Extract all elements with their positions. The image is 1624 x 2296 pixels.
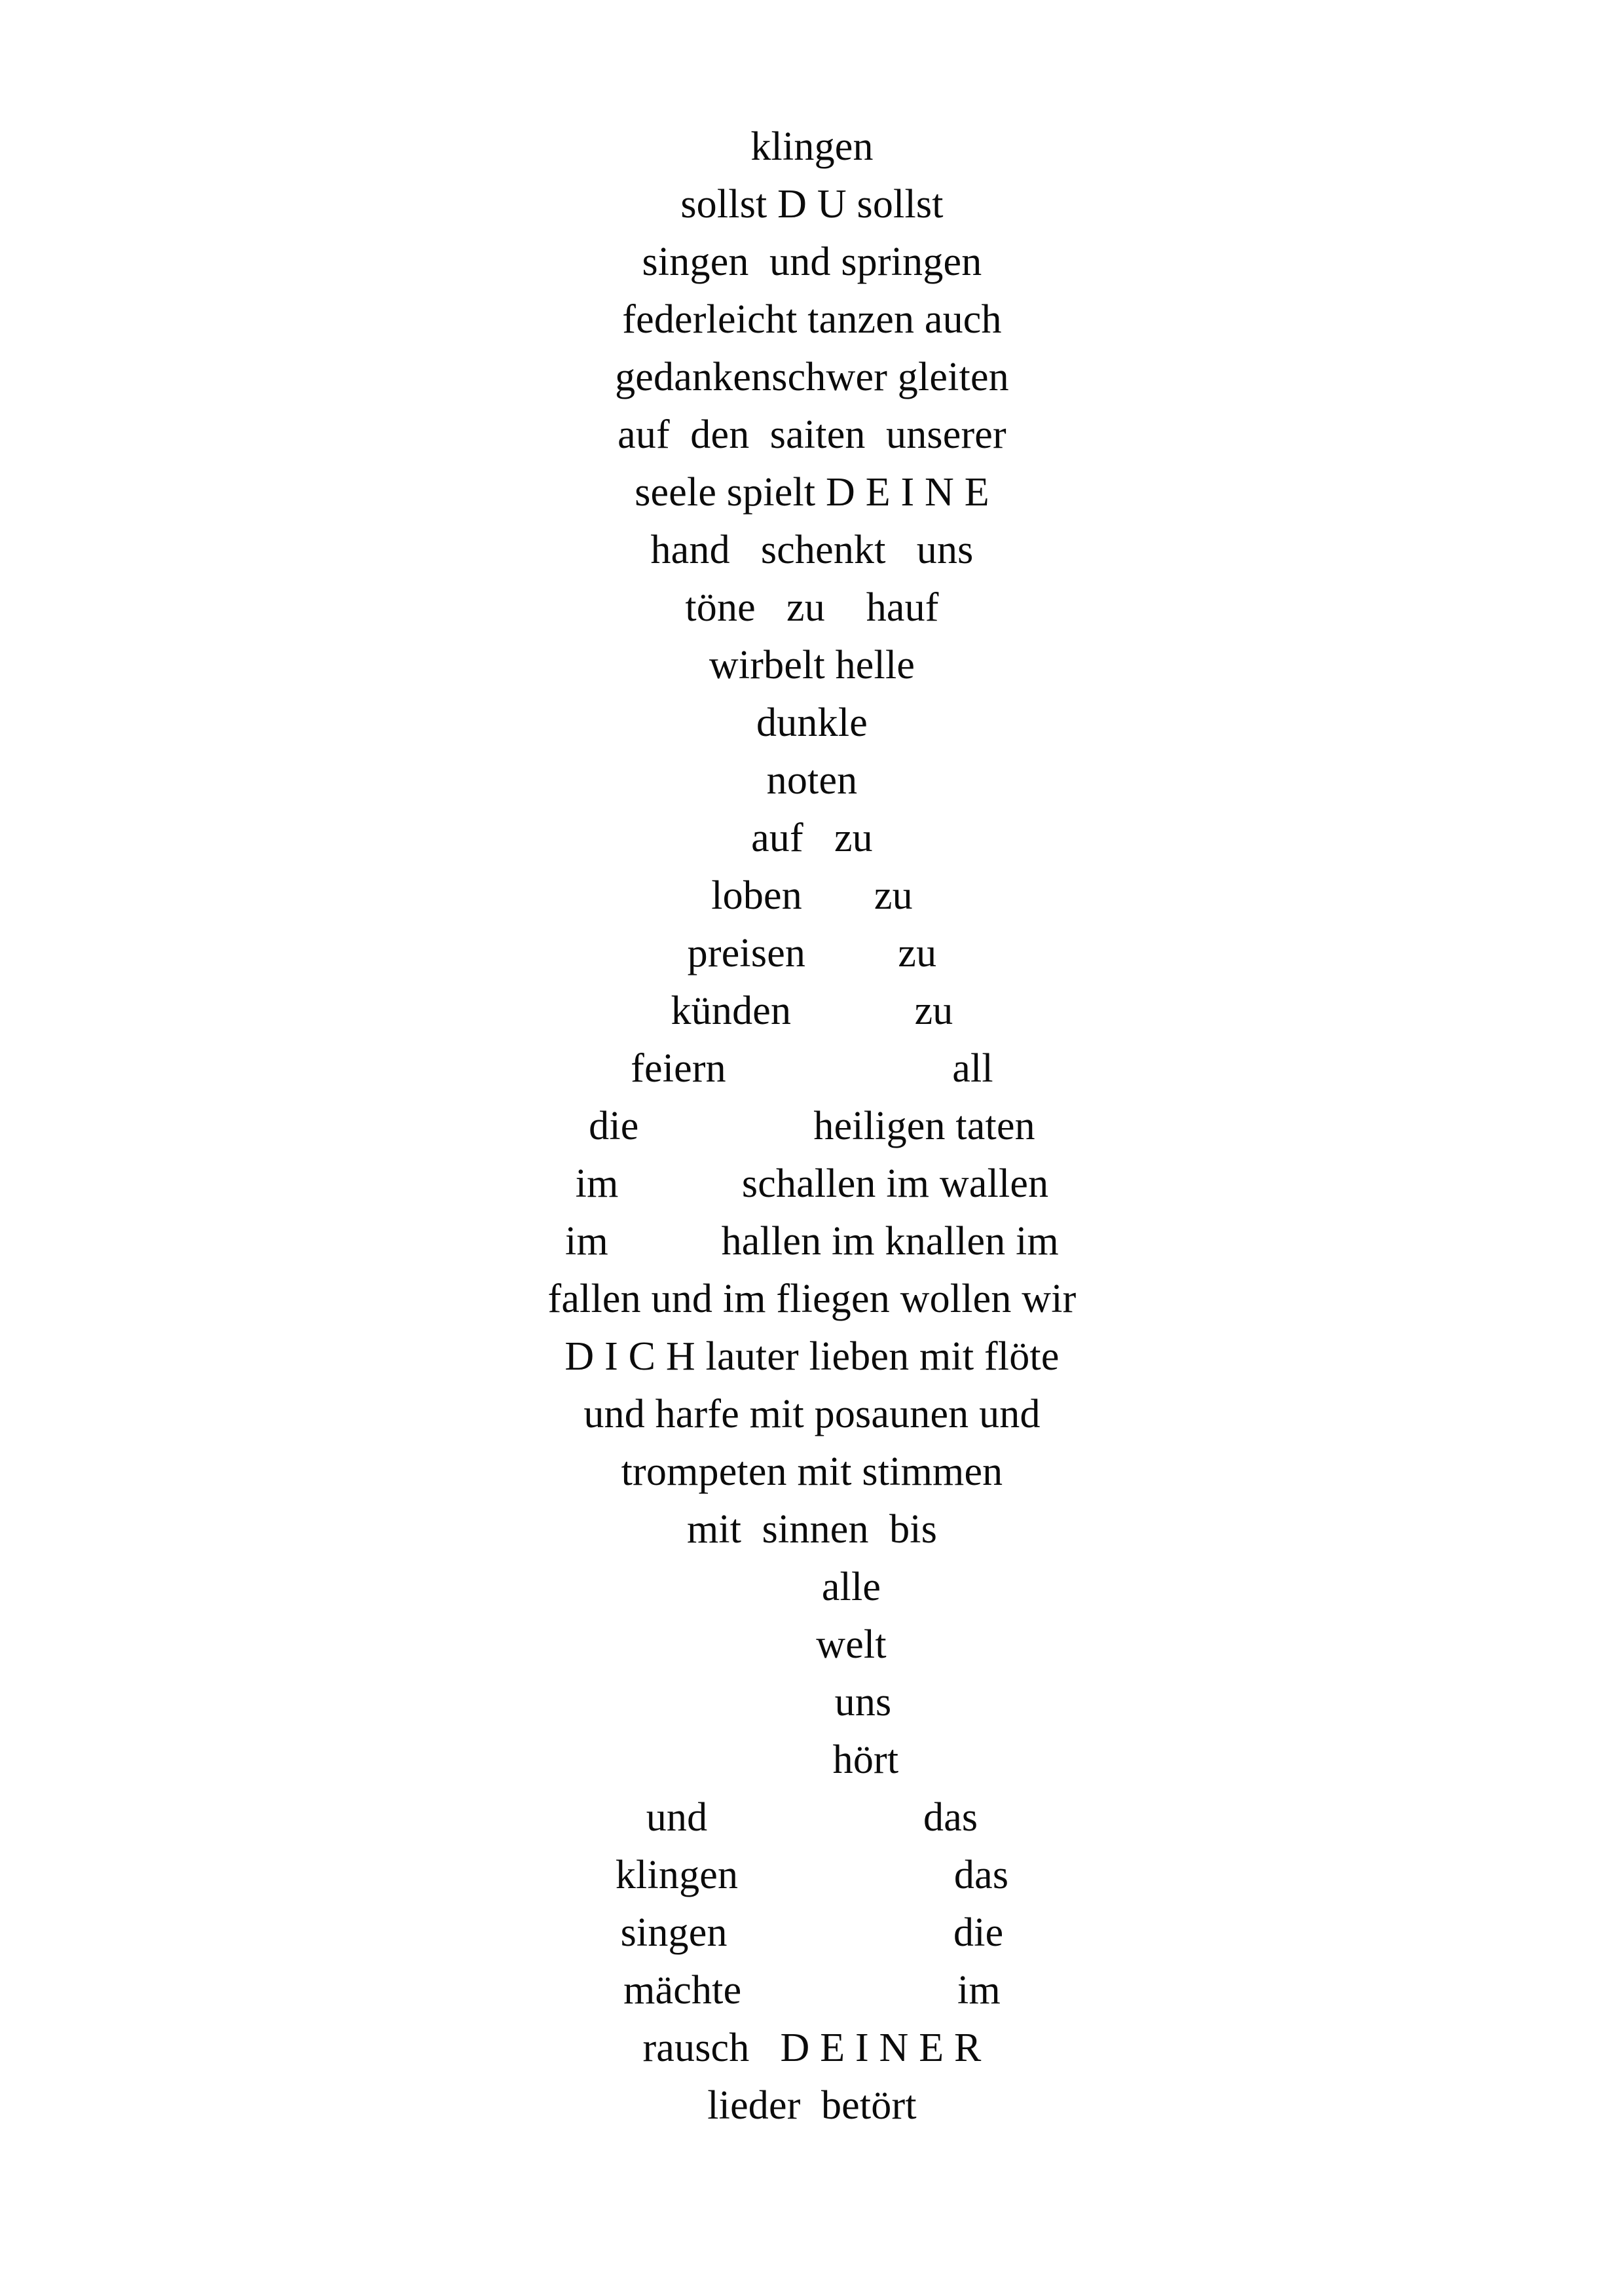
poem-line: alle — [821, 1565, 881, 1609]
poem-line: trompeten mit stimmen — [621, 1449, 1003, 1494]
poem-line: rausch D E I N E R — [642, 2026, 982, 2070]
poem-line: D I C H lauter lieben mit flöte — [564, 1334, 1060, 1379]
poem-line: preisen zu — [687, 931, 937, 975]
poem-line: töne zu hauf — [685, 585, 939, 630]
poem-line: mächte im — [623, 1968, 1001, 2013]
poem-body — [0, 118, 1624, 2134]
poem-line: welt — [816, 1622, 887, 1667]
poem-line: feiern all — [631, 1046, 993, 1091]
poem-line: auf zu — [751, 816, 873, 860]
poem-line: noten — [766, 758, 858, 803]
poem-line: hört — [832, 1738, 899, 1782]
poem-line: loben zu — [711, 873, 913, 918]
poem-line: dunkle — [756, 701, 868, 745]
poem-line: singen und springen — [642, 240, 982, 284]
poem-line: seele spielt D E I N E — [635, 470, 989, 515]
poem-line: sollst D U sollst — [680, 182, 944, 227]
poem-line: im schallen im wallen — [575, 1161, 1049, 1206]
poem-line: wirbelt helle — [709, 643, 915, 687]
poem-line: auf den saiten unserer — [618, 412, 1006, 457]
poem-line: uns — [834, 1680, 892, 1724]
poem-line: im hallen im knallen im — [565, 1219, 1059, 1264]
poem-line: die heiligen taten — [589, 1104, 1035, 1148]
poem-line: federleicht tanzen auch — [622, 297, 1002, 342]
poem-line: singen die — [620, 1910, 1004, 1955]
poem-line: fallen und im fliegen wollen wir — [547, 1277, 1077, 1321]
poem-line: klingen das — [615, 1853, 1009, 1897]
poem-line: und das — [646, 1795, 978, 1840]
poem-line: hand schenkt uns — [650, 528, 974, 572]
poem-line: mit sinnen bis — [686, 1507, 938, 1552]
poem-line: klingen — [750, 124, 874, 169]
poem-line: und harfe mit posaunen und — [583, 1392, 1041, 1436]
poem-line: künden zu — [671, 989, 953, 1033]
poem-line: lieder betört — [707, 2083, 917, 2128]
poem-line: gedankenschwer gleiten — [615, 355, 1009, 399]
